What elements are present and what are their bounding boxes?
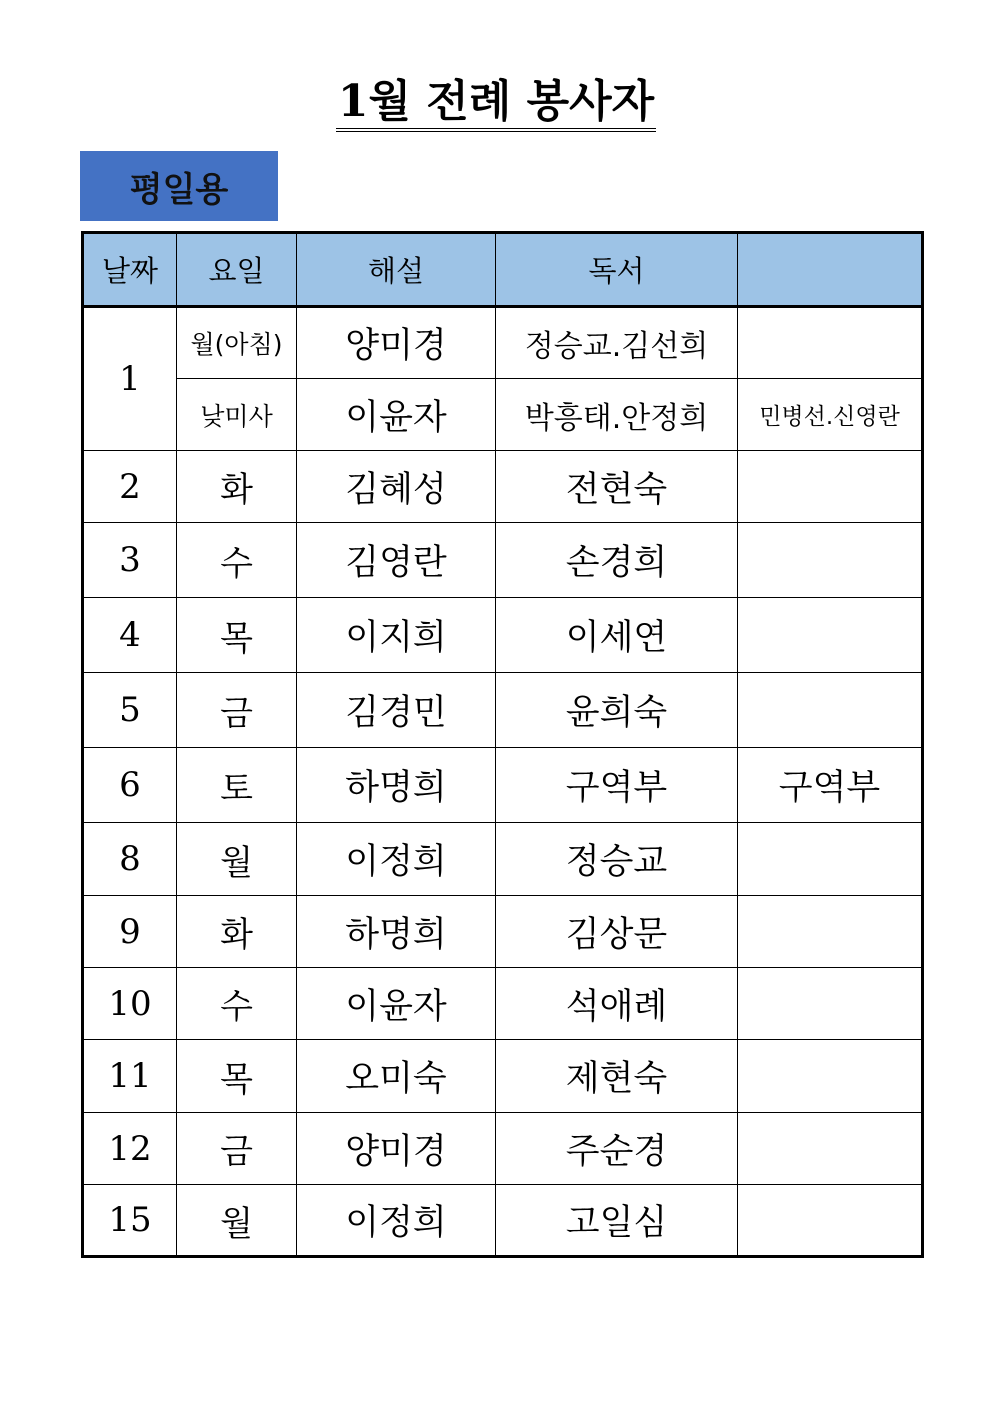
reading-cell: 전현숙	[496, 451, 738, 523]
date-cell: 5	[83, 673, 177, 748]
day-cell: 수	[177, 523, 297, 598]
header-commentator: 해설	[297, 233, 496, 307]
extra-cell	[738, 523, 923, 598]
date-cell: 11	[83, 1040, 177, 1113]
reading-cell: 손경희	[496, 523, 738, 598]
reading-cell: 고일심	[496, 1185, 738, 1257]
commentator-cell: 오미숙	[297, 1040, 496, 1113]
header-day: 요일	[177, 233, 297, 307]
date-cell: 3	[83, 523, 177, 598]
date-cell: 15	[83, 1185, 177, 1257]
day-cell: 화	[177, 451, 297, 523]
date-cell: 4	[83, 598, 177, 673]
day-cell: 월	[177, 823, 297, 896]
table-row	[83, 1040, 923, 1113]
table-row	[83, 307, 923, 379]
extra-cell	[738, 451, 923, 523]
extra-cell: 민병선.신영란	[738, 379, 923, 451]
page-title	[0, 72, 992, 132]
day-cell: 목	[177, 598, 297, 673]
commentator-cell: 양미경	[297, 1113, 496, 1185]
commentator-cell: 하명희	[297, 896, 496, 968]
commentator-cell: 이정희	[297, 1185, 496, 1257]
table-row	[83, 823, 923, 896]
day-cell: 토	[177, 748, 297, 823]
reading-cell: 박흥태.안정희	[496, 379, 738, 451]
table-row	[83, 379, 923, 451]
header-date: 날짜	[83, 233, 177, 307]
date-cell: 12	[83, 1113, 177, 1185]
reading-cell: 주순경	[496, 1113, 738, 1185]
header-reading: 독서	[496, 233, 738, 307]
extra-cell	[738, 968, 923, 1040]
extra-cell	[738, 1040, 923, 1113]
extra-cell	[738, 673, 923, 748]
day-cell: 수	[177, 968, 297, 1040]
day-cell: 화	[177, 896, 297, 968]
date-cell: 8	[83, 823, 177, 896]
reading-cell: 정승교.김선희	[496, 307, 738, 379]
day-cell: 월(아침)	[177, 307, 297, 379]
date-cell: 6	[83, 748, 177, 823]
commentator-cell: 이윤자	[297, 379, 496, 451]
extra-cell	[738, 598, 923, 673]
commentator-cell: 이지희	[297, 598, 496, 673]
reading-cell: 구역부	[496, 748, 738, 823]
reading-cell: 김상문	[496, 896, 738, 968]
page-title-text: 1월 전례 봉사자	[336, 76, 656, 132]
commentator-cell: 이윤자	[297, 968, 496, 1040]
date-cell: 1	[83, 307, 177, 451]
reading-cell: 정승교	[496, 823, 738, 896]
day-cell: 낮미사	[177, 379, 297, 451]
reading-cell: 제현숙	[496, 1040, 738, 1113]
extra-cell	[738, 1113, 923, 1185]
table-row	[83, 896, 923, 968]
header-extra	[738, 233, 923, 307]
table-row	[83, 968, 923, 1040]
date-cell: 9	[83, 896, 177, 968]
commentator-cell: 김영란	[297, 523, 496, 598]
day-cell: 금	[177, 1113, 297, 1185]
day-cell: 목	[177, 1040, 297, 1113]
commentator-cell: 김경민	[297, 673, 496, 748]
table-row	[83, 673, 923, 748]
reading-cell: 석애례	[496, 968, 738, 1040]
table-row	[83, 1113, 923, 1185]
table-row	[83, 451, 923, 523]
table-row	[83, 523, 923, 598]
table-row	[83, 598, 923, 673]
extra-cell	[738, 1185, 923, 1257]
section-label: 평일용	[80, 151, 278, 221]
table-row	[83, 1185, 923, 1257]
date-cell: 2	[83, 451, 177, 523]
extra-cell	[738, 307, 923, 379]
reading-cell: 윤희숙	[496, 673, 738, 748]
day-cell: 월	[177, 1185, 297, 1257]
date-cell: 10	[83, 968, 177, 1040]
header-row	[83, 233, 923, 307]
reading-cell: 이세연	[496, 598, 738, 673]
extra-cell	[738, 896, 923, 968]
commentator-cell: 하명희	[297, 748, 496, 823]
schedule-table	[81, 231, 924, 1258]
extra-cell: 구역부	[738, 748, 923, 823]
table-row	[83, 748, 923, 823]
commentator-cell: 김혜성	[297, 451, 496, 523]
commentator-cell: 이정희	[297, 823, 496, 896]
extra-cell	[738, 823, 923, 896]
commentator-cell: 양미경	[297, 307, 496, 379]
day-cell: 금	[177, 673, 297, 748]
